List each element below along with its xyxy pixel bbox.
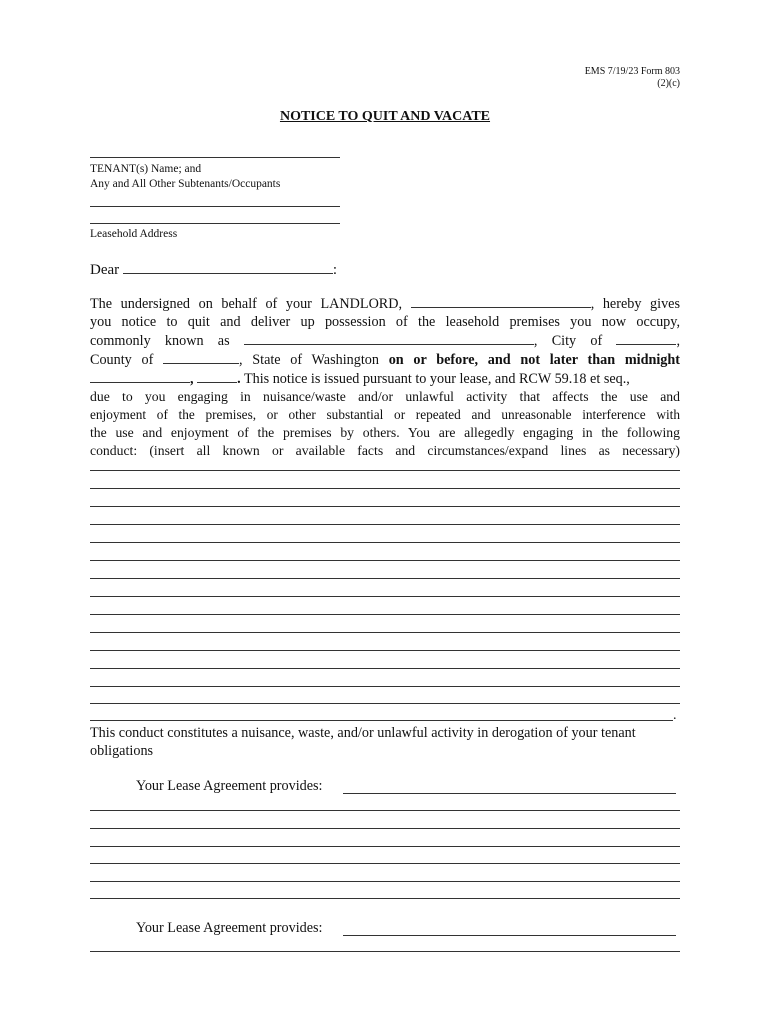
conduct-line[interactable] <box>90 614 680 615</box>
lease-provides-blank-1[interactable] <box>343 793 676 794</box>
conduct-line[interactable] <box>90 542 680 543</box>
conduct-line[interactable] <box>90 524 680 525</box>
conduct-line[interactable] <box>90 686 680 687</box>
conduct-line[interactable] <box>90 596 680 597</box>
conduct-line[interactable] <box>90 703 680 704</box>
landlord-blank[interactable] <box>411 294 591 308</box>
address-line-2[interactable] <box>90 223 340 224</box>
county-blank[interactable] <box>163 350 239 364</box>
body-line-8: the use and enjoyment of the premises by others. You are allegedly engaging in the following <box>90 425 680 440</box>
tenant-label-1: TENANT(s) Name; and <box>90 163 202 175</box>
page-title: NOTICE TO QUIT AND VACATE <box>279 109 491 124</box>
body-line-1: The undersigned on behalf of your LANDLORD, , hereby gives <box>90 296 680 312</box>
form-header <box>585 66 680 90</box>
premises-blank[interactable] <box>244 331 534 345</box>
conduct-line[interactable] <box>90 650 680 651</box>
conduct-line[interactable] <box>90 668 680 669</box>
conduct-line[interactable] <box>90 578 680 579</box>
body-line-6: due to you engaging in nuisance/waste and/or unlawful activity that affects the use and <box>90 389 680 404</box>
lease-provides-label-2: Your Lease Agreement provides: <box>136 920 323 936</box>
conclusion <box>90 724 680 760</box>
form-id: EMS 7/19/23 Form 803 <box>584 66 680 77</box>
dear-name-blank[interactable] <box>123 260 333 274</box>
provides-line[interactable] <box>90 898 680 899</box>
dear-suffix: : <box>332 262 338 278</box>
year-blank[interactable] <box>197 369 237 383</box>
conduct-line[interactable] <box>90 560 680 561</box>
body-line-5: , . This notice is issued pursuant to your lease, and RCW 59.18 et seq., <box>90 369 680 388</box>
date-blank[interactable] <box>90 369 190 383</box>
provides-line[interactable] <box>90 951 680 952</box>
dear-prefix: Dear <box>90 262 120 278</box>
conduct-line[interactable] <box>90 488 680 489</box>
tenant-label-2: Any and All Other Subtenants/Occupants <box>90 178 281 190</box>
provides-line[interactable] <box>90 863 680 864</box>
body-line-9: conduct: (insert all known or available facts and circumstances/expand lines as necessary) <box>90 443 680 458</box>
address-label: Leasehold Address <box>90 228 178 240</box>
form-sub-id: (2)(c) <box>657 78 680 89</box>
conduct-line[interactable] <box>90 506 680 507</box>
city-blank[interactable] <box>616 331 676 345</box>
conduct-line[interactable] <box>90 632 680 633</box>
lease-provides-label-1: Your Lease Agreement provides: <box>136 778 323 794</box>
conclusion-line-2: obligations <box>90 743 154 759</box>
salutation <box>90 260 337 279</box>
provides-line[interactable] <box>90 828 680 829</box>
provides-line[interactable] <box>90 881 680 882</box>
conduct-end-period: . <box>673 708 677 723</box>
conduct-line[interactable] <box>90 470 680 471</box>
provides-line[interactable] <box>90 810 680 811</box>
provides-line[interactable] <box>90 846 680 847</box>
body-line-4: County of , State of Washington on or before, and not later than midnight <box>90 352 681 368</box>
body-line-2: you notice to quit and deliver up possession of the leasehold premises you now occupy, <box>90 314 680 330</box>
notice-body <box>90 294 680 460</box>
conclusion-line-1: This conduct constitutes a nuisance, waste, and/or unlawful activity in derogation of your tenant <box>90 725 636 741</box>
body-line-3: commonly known as , City of , <box>90 333 681 349</box>
tenant-name-line[interactable] <box>90 157 340 158</box>
conduct-line-last[interactable] <box>90 720 673 721</box>
address-line-1[interactable] <box>90 206 340 207</box>
lease-provides-blank-2[interactable] <box>343 935 676 936</box>
body-line-7: enjoyment of the premises, or other substantial or repeated and unreasonable interference with <box>90 407 680 422</box>
